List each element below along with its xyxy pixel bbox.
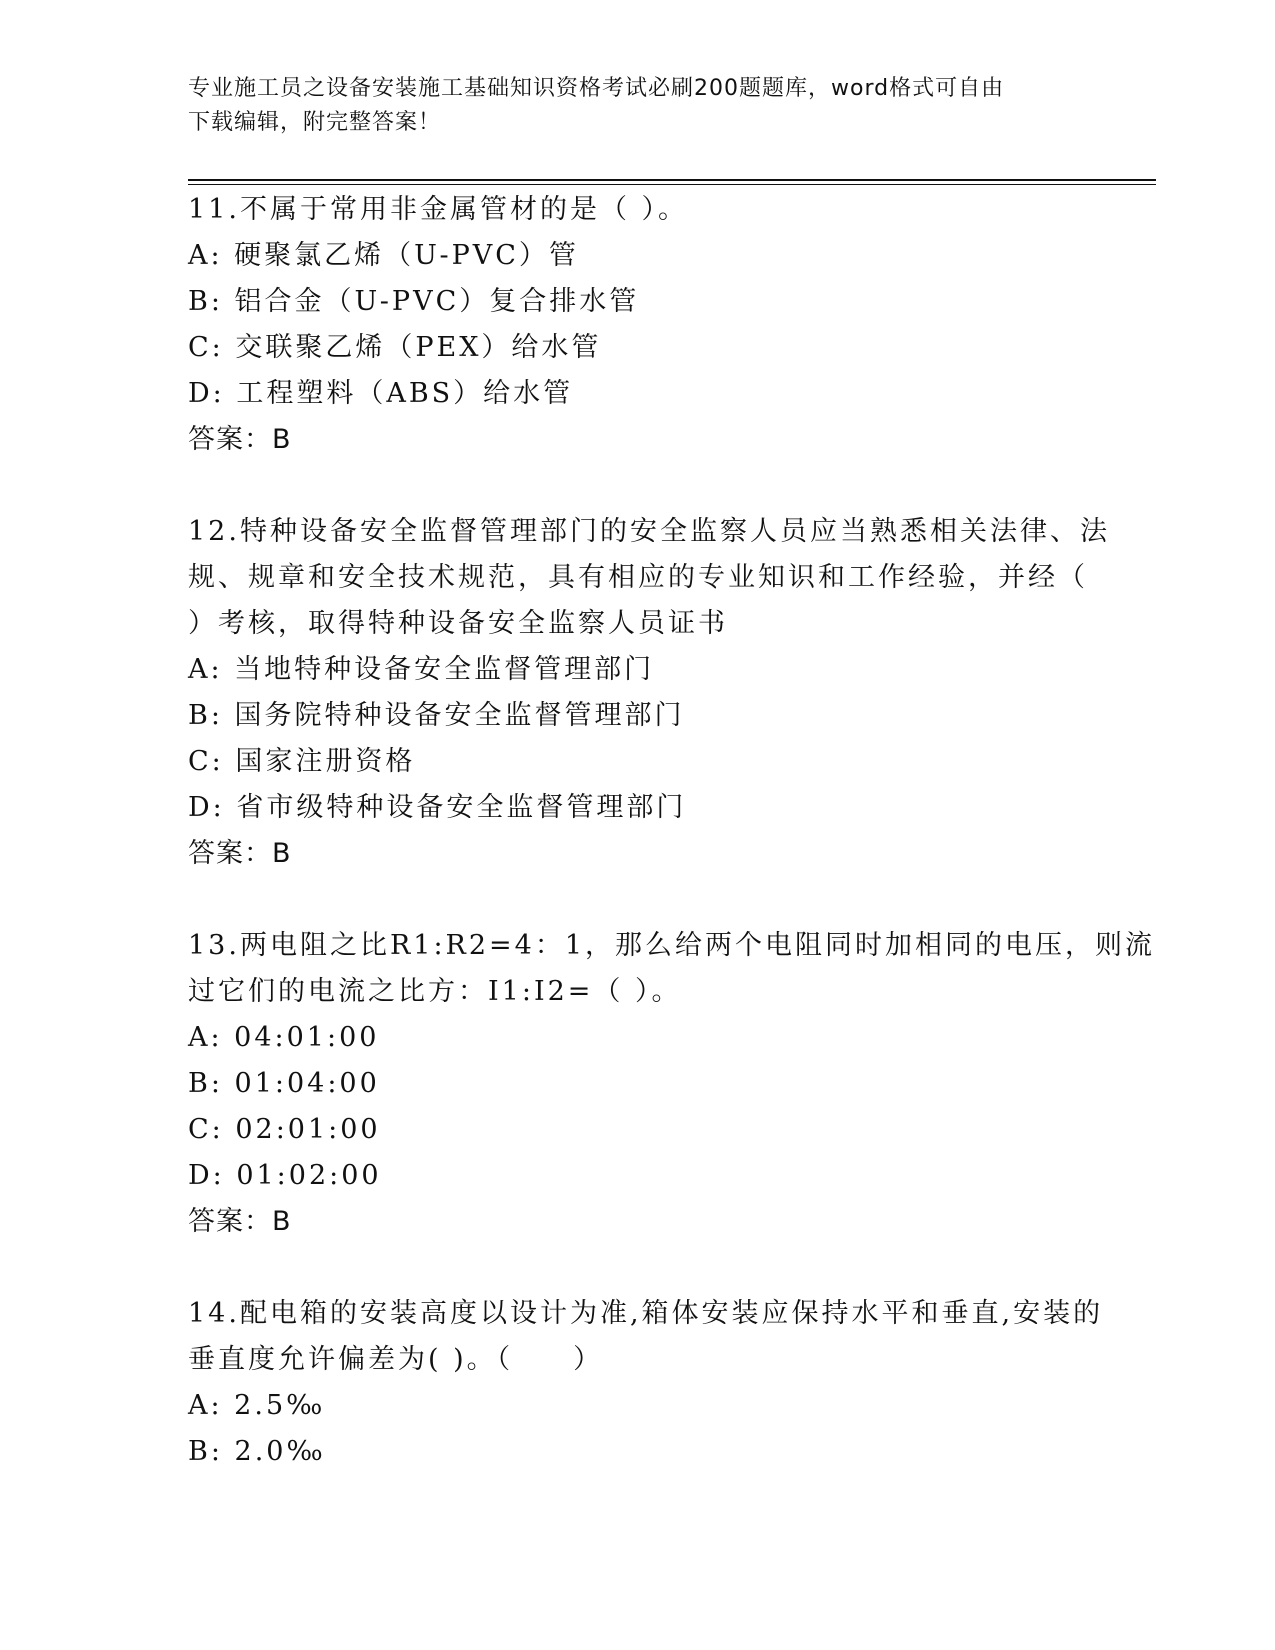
option-a: A: 硬聚氯乙烯（U-PVC）管 — [188, 240, 579, 271]
header-line-2: 下载编辑，附完整答案！ — [188, 110, 442, 135]
header-divider-thin — [188, 184, 1156, 185]
question-stem-line-2: 垂直度允许偏差为( )。（ ） — [188, 1344, 604, 1375]
option-d: D: 工程塑料（ABS）给水管 — [188, 378, 574, 409]
header-divider-thick — [188, 179, 1156, 181]
option-b: B: 国务院特种设备安全监督管理部门 — [188, 700, 685, 731]
question-stem-line-3: ）考核，取得特种设备安全监察人员证书 — [188, 608, 728, 639]
question-13 — [188, 923, 1156, 1245]
question-stem-line-2: 过它们的电流之比方：I1:I2=（ ）。 — [188, 976, 682, 1007]
option-c: C: 交联聚乙烯（PEX）给水管 — [188, 332, 602, 363]
option-b: B: 2.0‰ — [188, 1436, 326, 1467]
option-d: D: 省市级特种设备安全监督管理部门 — [188, 792, 687, 823]
option-a: A: 04:01:00 — [188, 1022, 380, 1053]
question-list — [188, 187, 1156, 1521]
option-d: D: 01:02:00 — [188, 1160, 382, 1191]
answer: 答案：B — [188, 424, 292, 455]
question-11 — [188, 187, 1088, 463]
question-stem-line-1: 14.配电箱的安装高度以设计为准,箱体安装应保持水平和垂直,安装的 — [188, 1298, 1104, 1329]
question-stem-line-2: 规、规章和安全技术规范，具有相应的专业知识和工作经验，并经（ — [188, 562, 1088, 593]
question-stem-line-1: 13.两电阻之比R1:R2=4：1，那么给两个电阻同时加相同的电压，则流 — [188, 930, 1156, 961]
question-stem: 11.不属于常用非金属管材的是（ ）。 — [188, 194, 689, 225]
option-b: B: 铝合金（U-PVC）复合排水管 — [188, 286, 640, 317]
question-12 — [188, 509, 1110, 877]
answer: 答案：B — [188, 838, 292, 869]
question-14 — [188, 1291, 1104, 1475]
option-a: A: 2.5‰ — [188, 1390, 326, 1421]
answer: 答案：B — [188, 1206, 292, 1237]
option-a: A: 当地特种设备安全监督管理部门 — [188, 654, 655, 685]
option-c: C: 02:01:00 — [188, 1114, 381, 1145]
header-line-1: 专业施工员之设备安装施工基础知识资格考试必刷200题题库，word格式可自由 — [188, 76, 1005, 101]
option-c: C: 国家注册资格 — [188, 746, 416, 777]
option-b: B: 01:04:00 — [188, 1068, 380, 1099]
question-stem-line-1: 12.特种设备安全监督管理部门的安全监察人员应当熟悉相关法律、法 — [188, 516, 1110, 547]
document-header — [188, 72, 1088, 140]
